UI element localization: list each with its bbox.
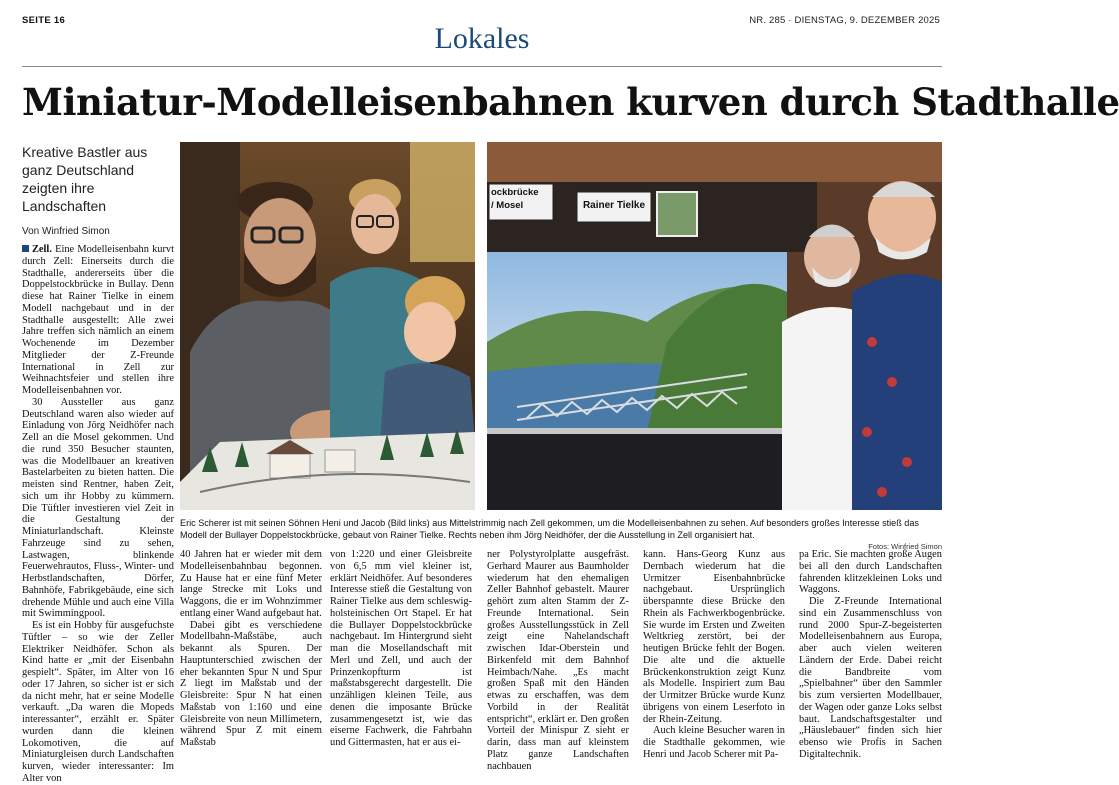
paragraph-3-1: von 1:220 und einer Gleisbreite von 6,5 mm viel kleiner ist, erklärt Neidhöfer. Auf besonderes Interesse stieß die Gestaltung von Rainer Tielke aus dem schleswig-holsteinischen Ort Stapel. Er hat die Bullayer Doppelstockbrücke nachgebaut. Im Hintergrund sieht man die Mosellandschaft mit Merl und Zell, und auch der Prinzenkopfturm ist maßstabsgerecht dargestellt. Die unzähligen kleinen Teile, aus denen die imposante Brücke zusammengesetzt ist, wie das eiserne Fachwerk, die Fahrbahn und Gittermasten, hat er aus ei-: [330, 549, 472, 748]
article-column-5: [643, 549, 785, 760]
paragraph-text: Eine Modelleisenbahn kurvt durch Zell: Einerseits durch die Stadthalle, andererseits über die Doppelstockbrücke in Bullay. Denn diese hat Rainer Tielke in einem Modell nachgebaut und in der Stadthalle ausgestellt: Alle zwei Jahre treffen sich nämlich an einem Wochenende im Dezember Mitglieder der Z-Freunde International in Zell zur Weihnachtsfeier und stellen ihre Modelleisenbahnen vor.: [22, 244, 174, 396]
paragraph-6-1: pa Eric. Sie machten große Augen bei all den durch Landschaften fahrenden klitzekleinen Loks und Waggons.: [799, 549, 942, 596]
photo-caption: Eric Scherer ist mit seinen Söhnen Heni und Jacob (Bild links) aus Mittelstrimmig nach Zell gekommen, um die Modelleisenbahnen zu sehen. Auf besonders großes Interesse stieß das Modell der Bullayer Doppelstockbrücke, gebaut von Rainer Tielke. Rechts neben ihm Jörg Neidhöfer, der die Ausstellung in Zell organisiert hat.: [180, 518, 919, 540]
photo-family: [180, 142, 475, 510]
article-column-6: [799, 549, 942, 760]
paragraph-1-3: Es ist ein Hobby für ausgefuchste Tüftler – so wie der Zeller Elektriker Neidhöfer. Schon als Kind hatte er „mit der Eisenbahn gespielt“. Später, im Alter von 16 oder 17 Jahren, so sicher ist er sich da nicht mehr, hat er seine Modelle verkauft. „Da waren die Mopeds interessanter“, erzählt er. Später wurden dann die kleinen Lokomotiven, die auf Miniaturgleisen durch Landschaften kurven, wieder interessanter: Im Alter von: [22, 620, 174, 784]
paragraph-5-1: kann. Hans-Georg Kunz aus Dernbach wiederum hat die Urmitzer Eisenbahnbrücke nachgebaut. Ursprünglich überspannte diese Brücke den Rhein als Fachwerkbogenbrücke. Sie wurde im Ersten und Zweiten Weltkrieg zerstört, bei der heutigen Brücke fehlt der Bogen. Die alte und die aktuelle Brückenkonstruktion zeigt Kunz als Modelle. Inspiriert zum Bau der Urmitzer Brücke wurde Kunz übrigens von einem Leserfoto in der Rhein-Zeitung.: [643, 549, 785, 725]
paragraph-1-1: [22, 244, 174, 397]
sign-exhibitor: Rainer Tielke: [582, 200, 646, 211]
byline: Von Winfried Simon: [22, 226, 110, 237]
photo-bridge-model: [487, 142, 942, 510]
paragraph-4-1: ner Polystyrolplatte ausgefräst. Gerhard Maurer aus Baumholder wiederum hat den ehemaligen Zeller Bahnhof gebastelt. Maurer gehört zum alten Stamm der Z-Freunde International. Sein großes Ausstellungsstück in Zell zeigt eine Nahelandschaft zwischen Idar-Oberstein und Birkenfeld mit dem Bahnhof Heimbach/Nahe. „Es macht großen Spaß mit den Händen etwas zu erschaffen, was dem Vorbild in der Realität entspricht“, erklärt er. Den großen Vorteil der Minispur Z sieht er darin, dass man auf kleinstem Platz ganze Landschaften nachbauen: [487, 549, 629, 772]
paragraph-5-2: Auch kleine Besucher waren in die Stadthalle gekommen, wie Henri und Jacob Scherer mit Pa-: [643, 725, 785, 760]
page-number: SEITE 16: [22, 15, 66, 26]
section-title: Lokales: [434, 22, 530, 55]
article-column-1: [22, 244, 174, 784]
dateline: Zell.: [32, 244, 52, 255]
article-column-4: [487, 549, 629, 772]
headline: Miniatur-Modelleisenbahnen kurven durch Stadthalle: [22, 80, 1119, 124]
photo-credit: Fotos: Winfried Simon: [868, 542, 942, 551]
subhead: Kreative Bastler aus ganz Deutschland zeigten ihre Landschaften: [22, 144, 148, 214]
paragraph-6-2: Die Z-Freunde International sind ein Zusammenschluss von rund 2000 Spur-Z-begeisterten Modelleisenbahnern aus Europa, aber auch vielen weiteren Ländern der Erde. Dabei reicht die Bandbreite vom „Spielbahner“ über den Sammler bis zum versierten Modellbauer, der Wagen oder ganze Loks selbst baut. Landschaftsgestalter und „Häuslebauer“ finden sich hier ebenso wie Profis in Sachen Digitaltechnik.: [799, 596, 942, 760]
issue-date: NR. 285 · DIENSTAG, 9. DEZEMBER 2025: [749, 15, 940, 26]
sign-bridge: ockbrücke / Mosel: [491, 187, 539, 211]
header-rule: [22, 66, 942, 67]
article-column-2: [180, 549, 322, 748]
paragraph-1-2: 30 Aussteller aus ganz Deutschland waren also wieder auf Einladung von Jörg Neidhöfer nach Zell an die Mosel gekommen. Und die rund 350 Besucher staunten, was die Modellbauer an kreativen Bastelarbeiten zu bieten hatten. Die meisten sind Rentner, haben Zeit, sich um ihr Hobby zu kümmern. Die Tüftler investieren viel Zeit in die Gestaltung der Miniaturlandschaft. Kleinste Fahrzeuge sind zu sehen, Lastwagen, blinkende Feuerwehrautos, Fluss-, Winter- und Herbstlandschaften, Dörfer, Bahnhöfe, Fabrikgebäude, eine sich drehende Mühle und auch eine Villa mit Swimmingpool.: [22, 396, 174, 620]
dateline-marker-icon: [22, 245, 29, 252]
paragraph-2-1: 40 Jahren hat er wieder mit dem Modelleisenbahnbau begonnen. Zu Hause hat er eine fünf Meter lange Strecke mit Loks und Waggons, die er im Wohnzimmer entlang einer Wand aufgebaut hat.: [180, 549, 322, 619]
paragraph-2-2: Dabei gibt es verschiedene Modellbahn-Maßstäbe, auch bekannt als Spuren. Der Hauptunterschied zwischen der eher bekannten Spur N und Spur Z liegt im Maßstab und der Gleisbreite: Spur N hat einen Maßstab von 1:160 und eine Gleisbreite von neun Millimetern, während Spur Z mit einem Maßstab: [180, 619, 322, 748]
article-column-3: [330, 549, 472, 748]
